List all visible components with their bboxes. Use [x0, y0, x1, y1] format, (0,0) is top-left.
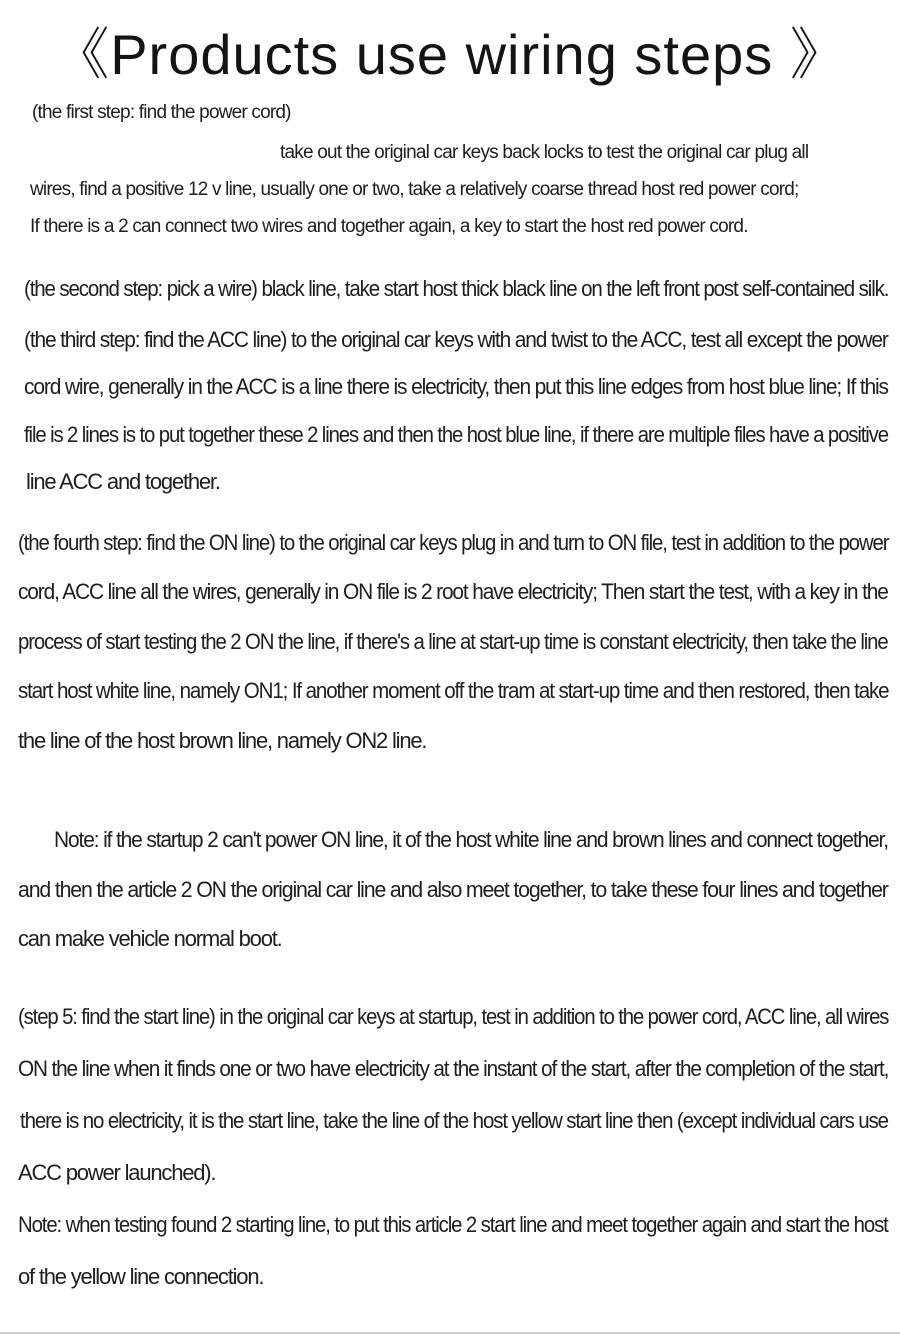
note2-line: of the yellow line connection.	[18, 1264, 264, 1289]
note2-line: Note: when testing found 2 starting line, to put this article 2 start line and meet together again and start the host	[18, 1212, 888, 1237]
step2-line: (the second step: pick a wire) black line, take start host thick black line on the left front post self-contained silk.	[24, 276, 889, 301]
step4-line: (the fourth step: find the ON line) to the original car keys plug in and turn to ON file, test in addition to the power	[18, 530, 889, 555]
step4-line: cord, ACC line all the wires, generally in ON file is 2 root have electricity; Then start the test, with a key in the	[18, 579, 888, 604]
step1-line: take out the original car keys back locks to test the original car plug all	[280, 142, 809, 163]
step5-line: ON the line when it finds one or two have electricity at the instant of the start, after the completion of the start,	[18, 1056, 889, 1081]
step5-line: (step 5: find the start line) in the original car keys at startup, test in addition to the power cord, ACC line, all wires	[18, 1004, 889, 1029]
note1-line: can make vehicle normal boot.	[18, 926, 282, 951]
step1-line: wires, find a positive 12 v line, usually one or two, take a relatively coarse thread host red power cord;	[30, 179, 799, 200]
step4-line: the line of the host brown line, namely ON2 line.	[18, 728, 427, 753]
step4-line: start host white line, namely ON1; If another moment off the tram at start-up time and then restored, then take	[18, 678, 889, 703]
note1-line: Note: if the startup 2 can't power ON line, it of the host white line and brown lines and connect together,	[54, 827, 888, 852]
step1-heading: (the first step: find the power cord)	[32, 102, 291, 123]
step1-line: If there is a 2 can connect two wires and together again, a key to start the host red power cord.	[30, 216, 748, 237]
note1-line: and then the article 2 ON the original car line and also meet together, to take these four lines and together	[18, 877, 888, 902]
bottom-divider	[0, 1332, 900, 1334]
step4-line: process of start testing the 2 ON the line, if there's a line at start-up time is constant electricity, then take the line	[18, 629, 888, 654]
page-title: 《Products use wiring steps 》	[53, 23, 847, 86]
step3-line: line ACC and together.	[26, 469, 220, 494]
step3-line: cord wire, generally in the ACC is a line there is electricity, then put this line edges from host blue line; If this	[24, 374, 888, 399]
step3-line: (the third step: find the ACC line) to the original car keys with and twist to the ACC, test all except the power	[24, 327, 888, 352]
step5-line: ACC power launched).	[18, 1160, 216, 1185]
step5-line: there is no electricity, it is the start line, take the line of the host yellow start line then (except individual cars use	[20, 1108, 888, 1133]
step3-line: file is 2 lines is to put together these 2 lines and then the host blue line, if there are multiple files have a positive	[24, 422, 888, 447]
